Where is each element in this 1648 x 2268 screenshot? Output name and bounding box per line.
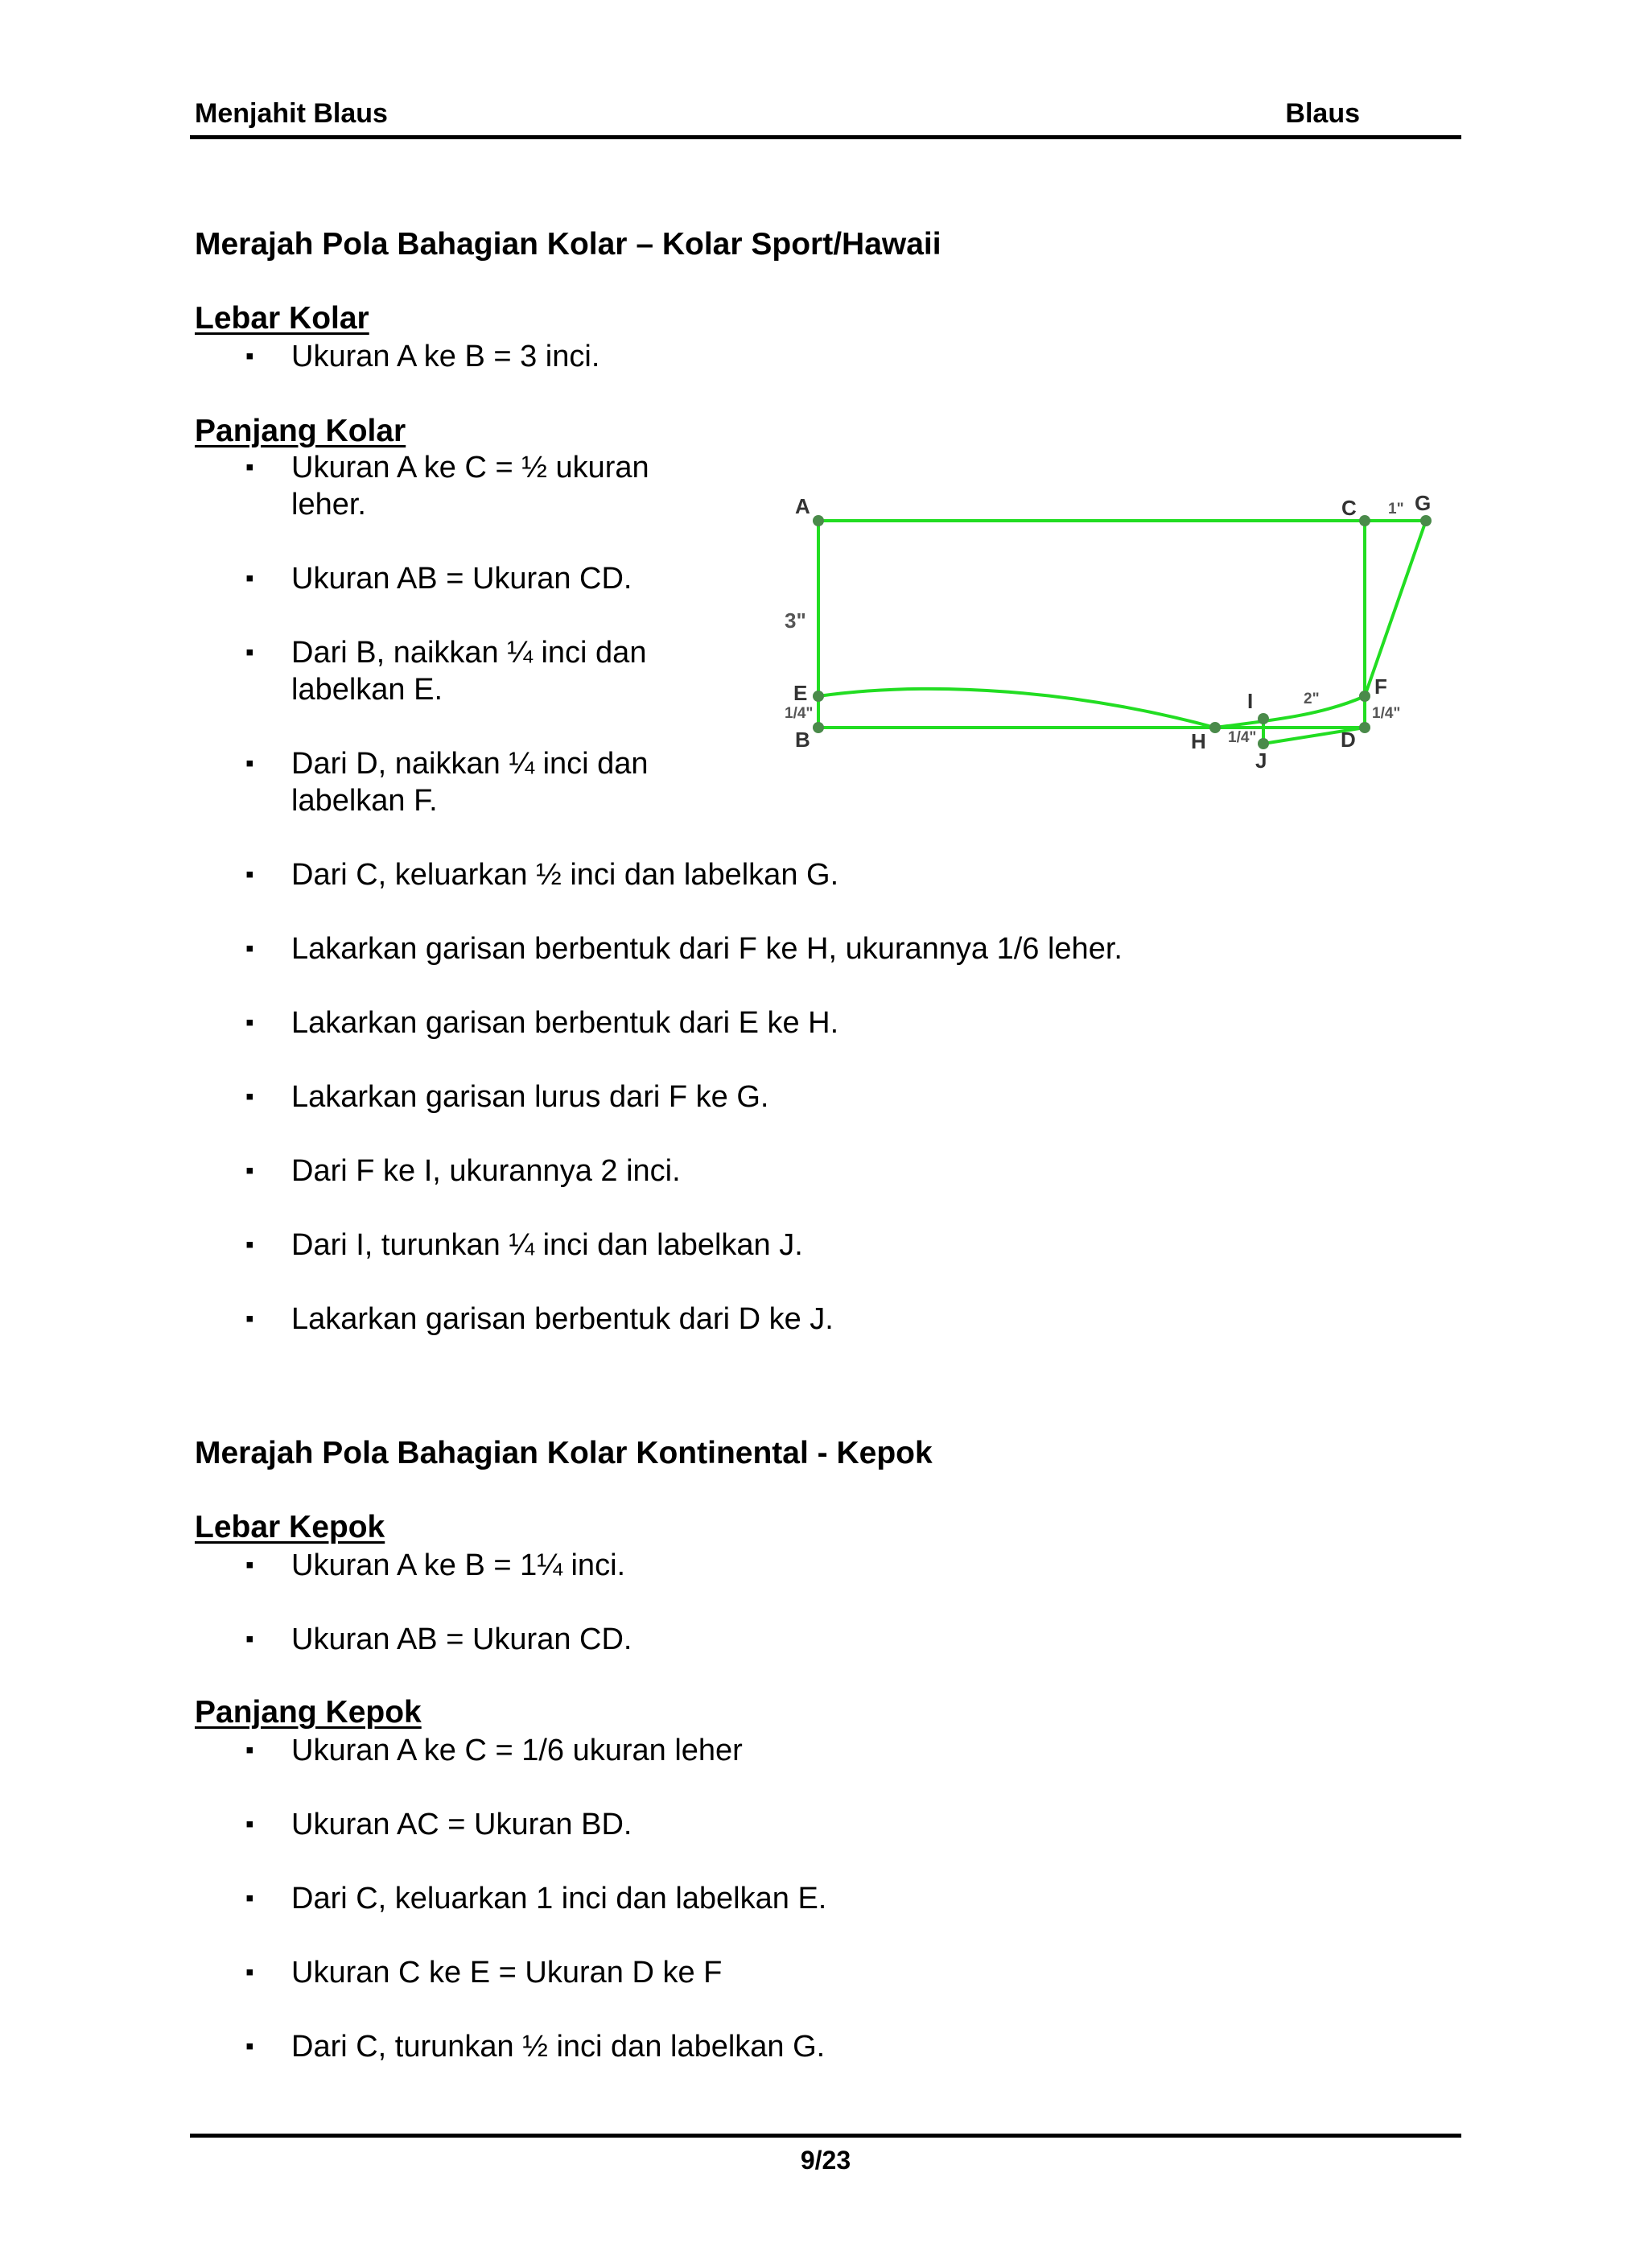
list-item-text: Lakarkan garisan berbentuk dari E ke H. bbox=[291, 1006, 839, 1040]
point-labels bbox=[793, 491, 1431, 773]
list-item-text: Dari C, turunkan ½ inci dan labelkan G. bbox=[291, 2030, 826, 2064]
subheading-lebar-kepok: Lebar Kepok bbox=[195, 1510, 385, 1544]
page-footer bbox=[190, 2134, 1461, 2175]
list-item-text: Dari B, naikkan ¼ inci dan labelkan E. bbox=[291, 636, 647, 707]
label-a: A bbox=[795, 494, 810, 518]
label-d: D bbox=[1341, 728, 1356, 752]
label-j: J bbox=[1255, 748, 1267, 773]
bullet-marker: ▪ bbox=[245, 454, 254, 480]
label-h: H bbox=[1191, 729, 1206, 753]
bullet-marker: ▪ bbox=[245, 639, 254, 666]
bullet-marker: ▪ bbox=[245, 1885, 254, 1911]
page-number: 9/23 bbox=[800, 2146, 851, 2175]
list-item-text: Ukuran AC = Ukuran BD. bbox=[291, 1808, 632, 1841]
list-item-text: Dari I, turunkan ¼ inci dan labelkan J. bbox=[291, 1228, 803, 1262]
point-b bbox=[813, 722, 824, 733]
bullet-marker: ▪ bbox=[245, 1009, 254, 1036]
list-item-text: Dari C, keluarkan ½ inci dan labelkan G. bbox=[291, 858, 839, 892]
subheading-lebar-kolar: Lebar Kolar bbox=[195, 301, 369, 336]
label-c: C bbox=[1341, 496, 1357, 520]
label-i: I bbox=[1247, 689, 1254, 713]
bullet-marker: ▪ bbox=[245, 1959, 254, 1986]
bullet-marker: ▪ bbox=[245, 750, 254, 777]
point-j bbox=[1258, 738, 1269, 749]
measure-c-g: 1" bbox=[1388, 501, 1404, 518]
list-item-text: Ukuran C ke E = Ukuran D ke F bbox=[291, 1956, 723, 1990]
measure-e-b: 1/4" bbox=[785, 705, 814, 722]
list-item-text: Dari D, naikkan ¼ inci dan labelkan F. bbox=[291, 747, 649, 818]
point-d bbox=[1359, 722, 1370, 733]
curve-e-h bbox=[818, 689, 1215, 728]
bullet-marker: ▪ bbox=[245, 1231, 254, 1258]
collar-pattern-diagram bbox=[772, 483, 1465, 789]
label-f: F bbox=[1374, 674, 1387, 699]
point-f bbox=[1359, 691, 1370, 702]
point-i bbox=[1258, 713, 1269, 724]
label-g: G bbox=[1415, 491, 1432, 515]
bullet-marker: ▪ bbox=[245, 1552, 254, 1578]
bullet-marker: ▪ bbox=[245, 1083, 254, 1110]
header-chapter: Blaus bbox=[1285, 98, 1360, 129]
measure-f-d: 1/4" bbox=[1372, 705, 1401, 722]
bullet-marker: ▪ bbox=[245, 1811, 254, 1837]
bullet-marker: ▪ bbox=[245, 343, 254, 369]
bullet-marker: ▪ bbox=[245, 935, 254, 962]
label-b: B bbox=[795, 728, 810, 752]
subheading-panjang-kepok: Panjang Kepok bbox=[195, 1695, 422, 1730]
curve-h-f bbox=[1215, 696, 1365, 728]
label-e: E bbox=[793, 681, 808, 705]
pattern-points bbox=[813, 515, 1432, 749]
point-a bbox=[813, 515, 824, 526]
list-item-text: Dari C, keluarkan 1 inci dan labelkan E. bbox=[291, 1882, 827, 1915]
list-item-text: Lakarkan garisan lurus dari F ke G. bbox=[291, 1080, 769, 1114]
bullet-marker: ▪ bbox=[245, 1305, 254, 1332]
point-g bbox=[1420, 515, 1432, 526]
list-item-text: Ukuran A ke B = 3 inci. bbox=[291, 340, 600, 373]
list-item-text: Ukuran A ke B = 1¼ inci. bbox=[291, 1548, 626, 1582]
bullet-marker: ▪ bbox=[245, 1157, 254, 1184]
bullet-marker: ▪ bbox=[245, 565, 254, 592]
point-e bbox=[813, 691, 824, 702]
measurement-labels bbox=[785, 501, 1404, 746]
line-f-g bbox=[1365, 521, 1426, 696]
list-item-text: Lakarkan garisan berbentuk dari D ke J. bbox=[291, 1302, 834, 1336]
bullet-marker: ▪ bbox=[245, 1626, 254, 1652]
point-c bbox=[1359, 515, 1370, 526]
list-item-text: Lakarkan garisan berbentuk dari F ke H, ukurannya 1/6 leher. bbox=[291, 932, 1123, 966]
list-item-text: Dari F ke I, ukurannya 2 inci. bbox=[291, 1154, 681, 1188]
list-item-text: Ukuran A ke C = ½ ukuran leher. bbox=[291, 451, 649, 522]
measure-width: 3" bbox=[785, 608, 806, 633]
subheading-panjang-kolar: Panjang Kolar bbox=[195, 414, 406, 448]
bullet-marker: ▪ bbox=[245, 1737, 254, 1763]
bullet-marker: ▪ bbox=[245, 861, 254, 888]
header-title: Menjahit Blaus bbox=[195, 98, 388, 129]
bullet-marker: ▪ bbox=[245, 2033, 254, 2060]
list-item-text: Ukuran A ke C = 1/6 ukuran leher bbox=[291, 1734, 743, 1767]
section-title-kolar-sport: Merajah Pola Bahagian Kolar – Kolar Sport/Hawaii bbox=[195, 227, 941, 262]
list-item-text: Ukuran AB = Ukuran CD. bbox=[291, 1623, 632, 1656]
point-h bbox=[1209, 722, 1221, 733]
measure-i-j: 1/4" bbox=[1228, 729, 1257, 746]
pattern-lines bbox=[818, 521, 1426, 744]
measure-i-f: 2" bbox=[1304, 691, 1320, 707]
page-header bbox=[190, 95, 1461, 139]
list-item-text: Ukuran AB = Ukuran CD. bbox=[291, 562, 632, 596]
section-title-kolar-kontinental: Merajah Pola Bahagian Kolar Kontinental - Kepok bbox=[195, 1436, 933, 1470]
